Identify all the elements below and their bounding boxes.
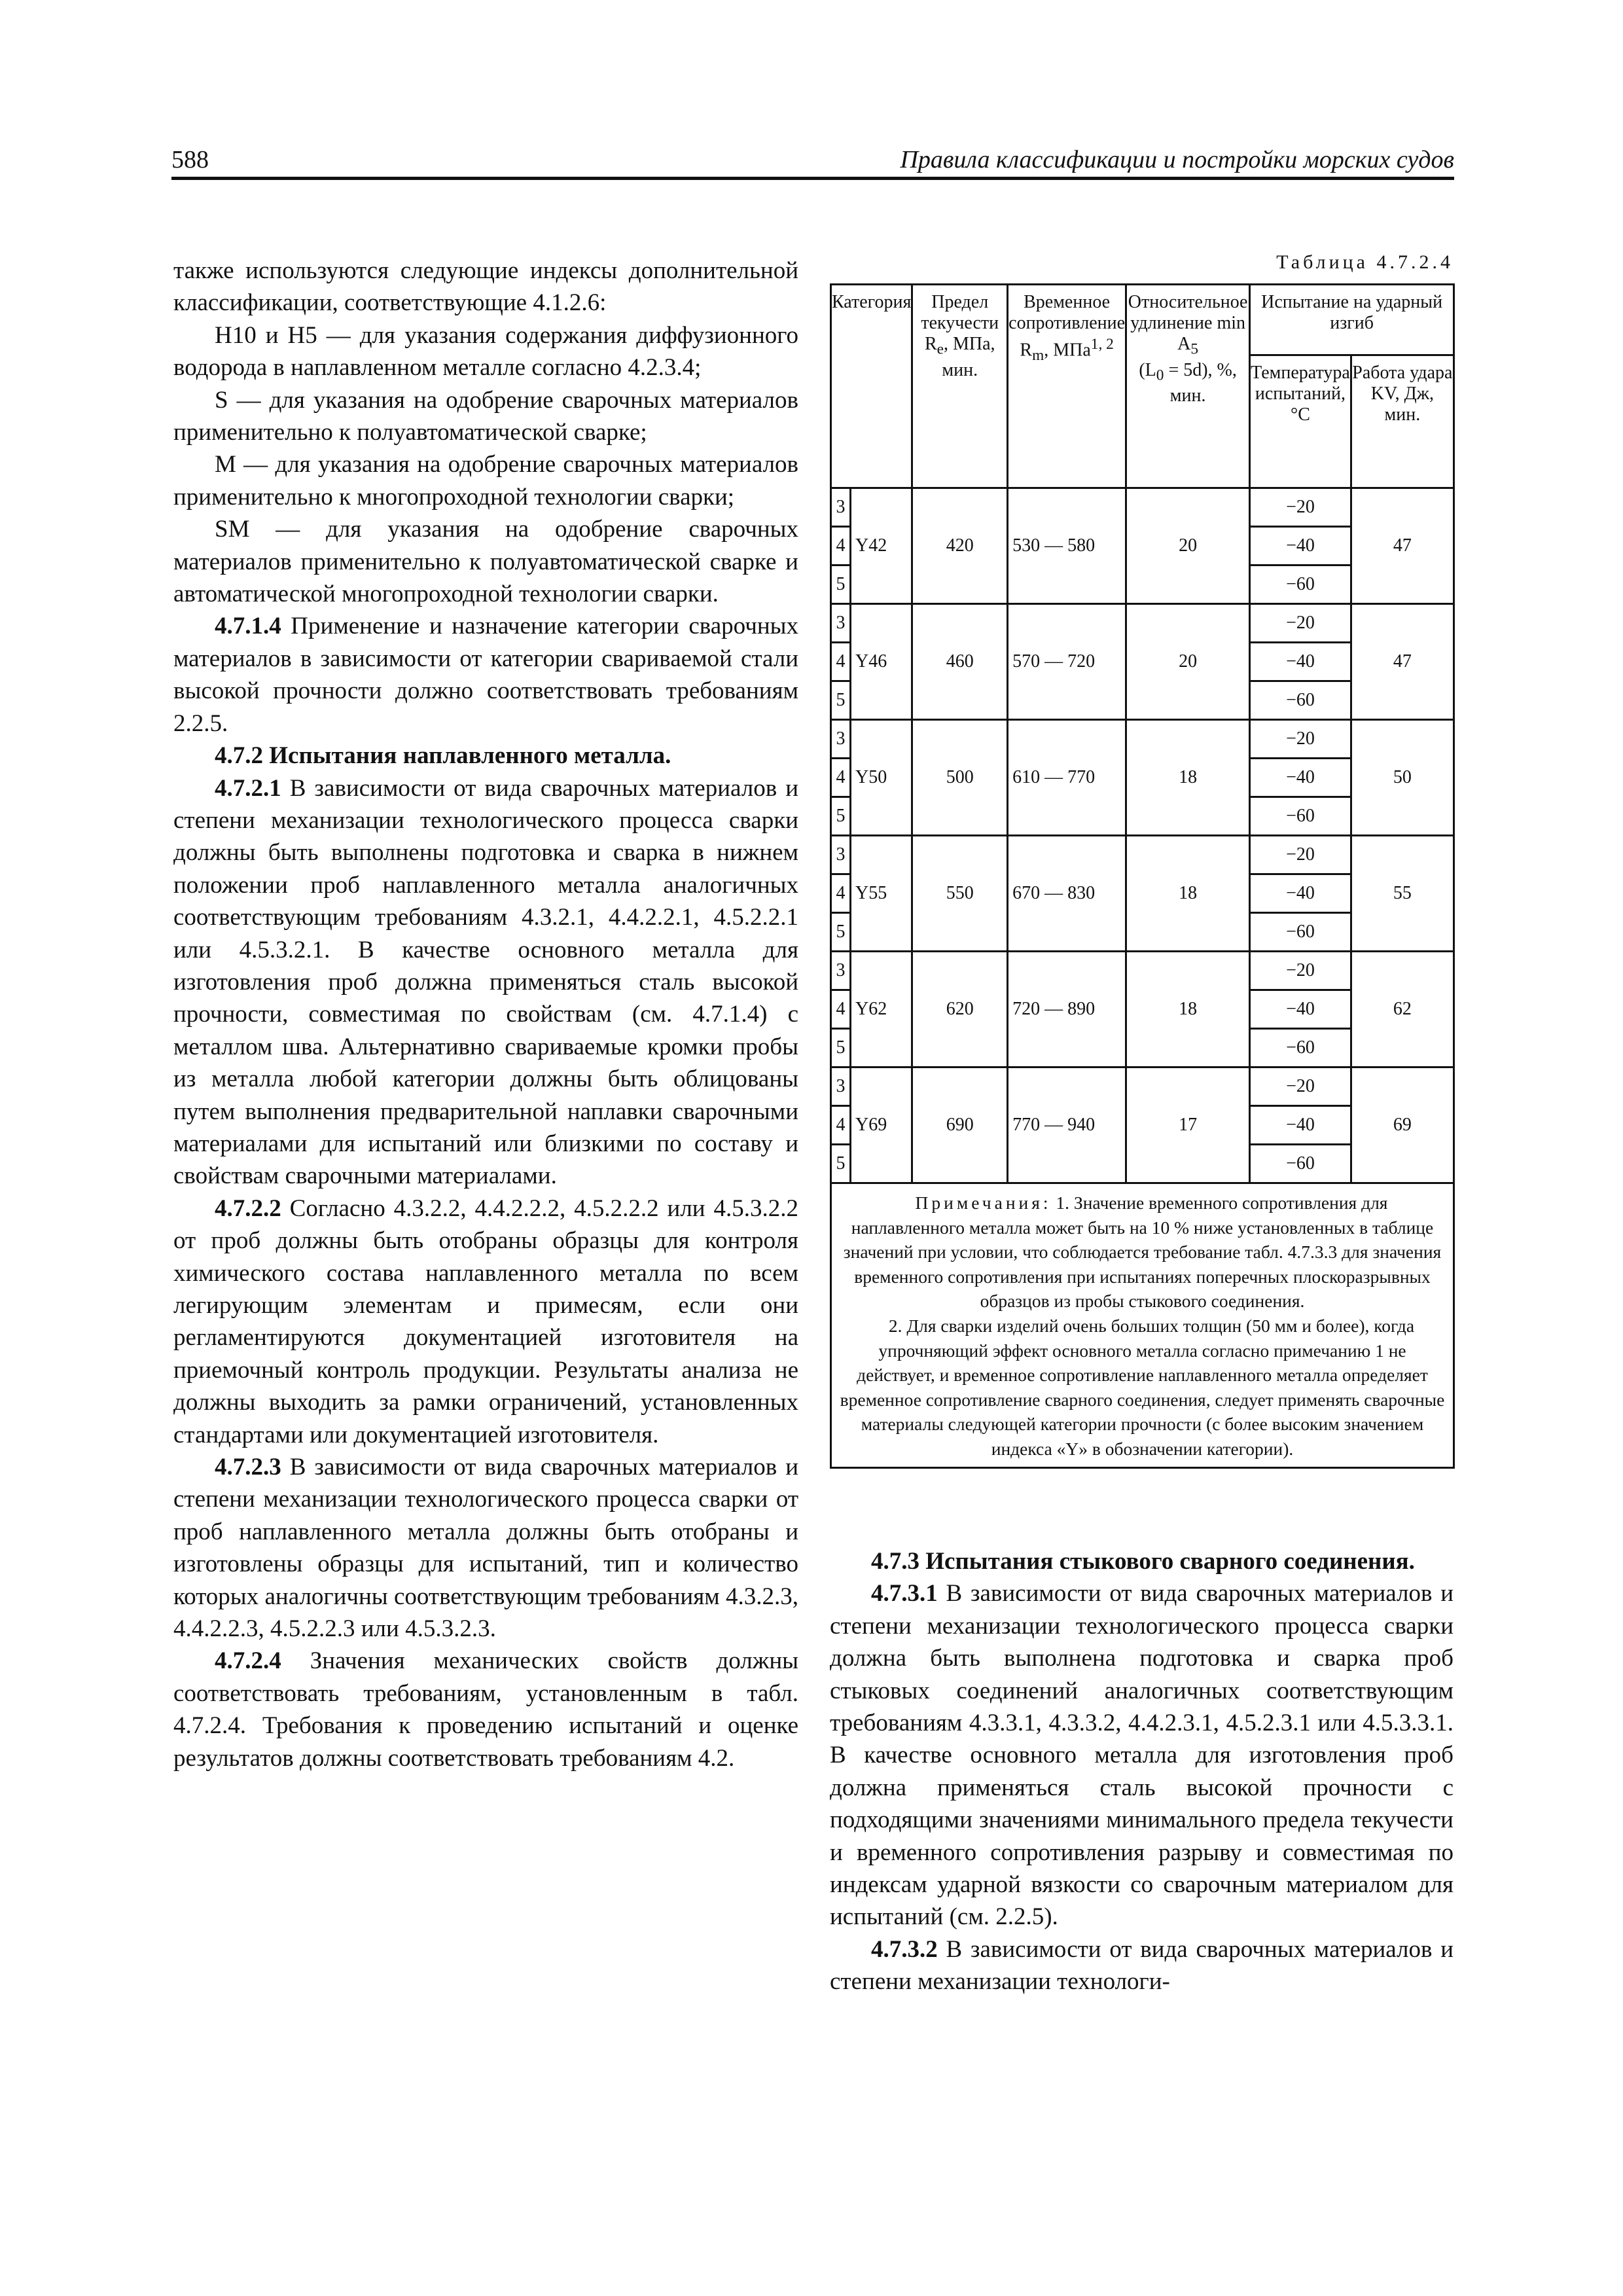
paragraph: также используются следующие индексы дополнительной классификации, соответствующие 4.1.2.6: <box>173 257 798 317</box>
yield-cell: 550 <box>912 836 1008 952</box>
clause-number: 4.7.3.2 <box>871 1935 938 1963</box>
subcategory-cell: 4 <box>831 874 851 913</box>
clause-number: 4.7.2.4 <box>215 1647 281 1675</box>
subcategory-cell: 5 <box>831 797 851 836</box>
impact-work-cell: 47 <box>1351 604 1454 720</box>
yield-cell: 460 <box>912 604 1008 720</box>
temperature-cell: −40 <box>1250 759 1351 797</box>
table-row <box>831 952 1454 990</box>
clause-text: В зависимости от вида сварочных материалов и степени механизации технологического процесса сварки от проб наплавленного металла должны быть отобраны и изготовлены образцы для испытаний, тип и количество которых аналогичны соответствующим требованиям 4.3.2.3, 4.4.2.2.3, 4.5.2.2.3 или 4.5.3.2.3. <box>173 1454 798 1643</box>
paragraph <box>830 1933 1454 1998</box>
clause-number: 4.7.3.1 <box>871 1580 938 1607</box>
temperature-cell: −20 <box>1250 836 1351 874</box>
table-caption: Таблица 4.7.2.4 <box>1276 251 1454 273</box>
page-number: 588 <box>171 146 209 173</box>
tensile-cell: 530 — 580 <box>1008 488 1126 604</box>
temperature-cell: −40 <box>1250 874 1351 913</box>
table-notes <box>831 1183 1454 1468</box>
elongation-cell: 18 <box>1126 720 1250 836</box>
subcategory-cell: 3 <box>831 1067 851 1106</box>
paragraph: S — для указания на одобрение сварочных материалов применительно к полуавтоматической сварке; <box>173 386 798 446</box>
clause-text: В зависимости от вида сварочных материалов и степени механизации технологического процесса сварки должны быть выполнены подготовка и сварка в нижнем положении проб наплавленного металла аналогичных соответствующим требованиям 4.3.2.1, 4.4.2.2.1, 4.5.2.2.1 или 4.5.3.2.1. В качестве основного металла для изготовления проб должна применяться сталь высокой прочности, совместимая по свойствам (см. 4.7.1.4) с металлом шва. Альтернативно свариваемые кромки пробы из металла любой категории должны быть облицованы путем выполнения предварительной наплавки сварочными материалами для испытаний или близкими по составу и свойствам сварочными материалами. <box>173 774 798 1190</box>
impact-work-cell: 69 <box>1351 1067 1454 1183</box>
temperature-cell: −40 <box>1250 527 1351 565</box>
temperature-cell: −60 <box>1250 681 1351 720</box>
clause-number: 4.7.1.4 <box>215 613 281 640</box>
subcategory-cell: 5 <box>831 1029 851 1067</box>
category-cell: Y55 <box>851 836 912 952</box>
category-cell: Y62 <box>851 952 912 1067</box>
yield-cell: 690 <box>912 1067 1008 1183</box>
tensile-cell: 770 — 940 <box>1008 1067 1126 1183</box>
table-row <box>831 604 1454 643</box>
tensile-cell: 610 — 770 <box>1008 720 1126 836</box>
section-heading: 4.7.2 Испытания наплавленного металла. <box>215 742 671 770</box>
paragraph <box>173 1451 798 1645</box>
impact-work-cell: 55 <box>1351 836 1454 952</box>
elongation-cell: 17 <box>1126 1067 1250 1183</box>
elongation-cell: 18 <box>1126 952 1250 1067</box>
category-cell: Y50 <box>851 720 912 836</box>
paragraph <box>173 1193 798 1451</box>
subcategory-cell: 4 <box>831 1106 851 1145</box>
running-title: Правила классификации и постройки морских судов <box>900 146 1454 173</box>
impact-work-cell: 62 <box>1351 952 1454 1067</box>
temperature-cell: −20 <box>1250 604 1351 643</box>
subcategory-cell: 4 <box>831 643 851 681</box>
left-column <box>173 255 798 1774</box>
tensile-cell: 570 — 720 <box>1008 604 1126 720</box>
temperature-cell: −60 <box>1250 1145 1351 1183</box>
category-cell: Y69 <box>851 1067 912 1183</box>
paragraph <box>173 1645 798 1774</box>
clause-number: 4.7.2.1 <box>215 774 281 802</box>
clause-text: Согласно 4.3.2.2, 4.4.2.2.2, 4.5.2.2.2 или 4.5.3.2.2 от проб должны быть отобраны образцы для контроля химического состава наплавленного металла по всем легирующим элементам и примесям, если они регламентируются документацией изготовителя на приемочный контроль продукции. Результаты анализа не должны выходить за рамки ограничений, установленных стандартами или документацией изготовителя. <box>173 1194 798 1448</box>
temperature-cell: −40 <box>1250 990 1351 1029</box>
temperature-cell: −60 <box>1250 1029 1351 1067</box>
temperature-cell: −60 <box>1250 913 1351 952</box>
impact-work-cell: 47 <box>1351 488 1454 604</box>
category-cell: Y46 <box>851 604 912 720</box>
temperature-cell: −60 <box>1250 797 1351 836</box>
note-2: 2. Для сварки изделий очень больших толщин (50 мм и более), когда упрочняющий эффект основного металла согласно примечанию 1 не действует, и временное сопротивление наплавленного металла определяет временное сопротивление сварного соединения, следует применять сварочные материалы следующей категории прочности (с более высоким значением индекса «Y» в обозначении категории). <box>840 1315 1445 1459</box>
clause-text: Применение и назначение категории сварочных материалов в зависимости от категории свариваемой стали высокой прочности должно соответствовать требованиям 2.2.5. <box>173 613 798 737</box>
temperature-cell: −40 <box>1250 1106 1351 1145</box>
table-row <box>831 1067 1454 1106</box>
clause-text: В зависимости от вида сварочных материалов и степени механизации технологического процесса сварки должна быть выполнена подготовка и сварка проб стыковых соединений аналогичных соответствующим требованиям 4.3.3.1, 4.3.3.2, 4.4.2.3.1, 4.5.2.3.1 или 4.5.3.3.1. В качестве основного металла для изготовления проб должна применяться сталь высокой прочности с подходящими значениями минимального предела текучести и временного сопротивления разрыву и совместимая по индексам ударной вязкости со сварочным материалом для испытаний (см. 2.2.5). <box>830 1580 1454 1931</box>
header-temperature: Температура испытаний, °C <box>1250 355 1351 488</box>
header-tensile: Временное сопротивление $R_m$, МПа$^{1, 2}$ <box>1008 285 1126 488</box>
paragraph: M — для указания на одобрение сварочных материалов применительно к многопроходной технологии сварки; <box>173 451 798 511</box>
page-header <box>171 145 1454 177</box>
subcategory-cell: 4 <box>831 759 851 797</box>
yield-cell: 620 <box>912 952 1008 1067</box>
header-elongation: Относительное удлинение $\min A_5$ $(L_0 = 5d)$, %, мин. <box>1126 285 1250 488</box>
subcategory-cell: 3 <box>831 952 851 990</box>
paragraph <box>830 1577 1454 1933</box>
clause-text: В зависимости от вида сварочных материалов и степени механизации технологи- <box>830 1935 1454 1996</box>
header-work: Работа удара KV, Дж, мин. <box>1351 355 1454 488</box>
impact-work-cell: 50 <box>1351 720 1454 836</box>
clause-number: 4.7.2.2 <box>215 1194 281 1222</box>
clause-text: Значения механических свойств должны соответствовать требованиям, установленным в табл. 4.7.2.4. Требования к проведению испытаний и оценке результатов должны соответствовать требованиям 4.2. <box>173 1647 798 1772</box>
subcategory-cell: 5 <box>831 565 851 604</box>
elongation-cell: 18 <box>1126 836 1250 952</box>
subcategory-cell: 4 <box>831 527 851 565</box>
paragraph <box>173 772 798 1193</box>
elongation-cell: 20 <box>1126 488 1250 604</box>
section-heading: 4.7.3 Испытания стыкового сварного соединения. <box>871 1548 1415 1575</box>
subcategory-cell: 3 <box>831 604 851 643</box>
subcategory-cell: 5 <box>831 1145 851 1183</box>
subcategory-cell: 3 <box>831 836 851 874</box>
temperature-cell: −40 <box>1250 643 1351 681</box>
temperature-cell: −20 <box>1250 488 1351 527</box>
subcategory-cell: 4 <box>831 990 851 1029</box>
table-row <box>831 836 1454 874</box>
table-row <box>831 488 1454 527</box>
subcategory-cell: 3 <box>831 720 851 759</box>
header-rule <box>171 177 1454 180</box>
tensile-cell: 670 — 830 <box>1008 836 1126 952</box>
yield-cell: 420 <box>912 488 1008 604</box>
temperature-cell: −20 <box>1250 720 1351 759</box>
elongation-cell: 20 <box>1126 604 1250 720</box>
right-column <box>830 1545 1454 1998</box>
subcategory-cell: 3 <box>831 488 851 527</box>
yield-cell: 500 <box>912 720 1008 836</box>
clause-number: 4.7.2.3 <box>215 1454 281 1481</box>
table-row <box>831 720 1454 759</box>
subcategory-cell: 5 <box>831 681 851 720</box>
note-1: 1. Значение временного сопротивления для наплавленного металла может быть на 10 % ниже установленных в таблице значений при условии, что соблюдается требование табл. 4.7.3.3 для значения временного сопротивления при испытаниях поперечных плоскоразрывных образцов из пробы стыкового соединения. <box>843 1193 1442 1312</box>
mechanical-properties-table <box>830 283 1455 1469</box>
header-impact: Испытание на ударный изгиб <box>1250 285 1454 355</box>
temperature-cell: −20 <box>1250 952 1351 990</box>
header-yield: Предел текучести $R_e$, МПа, мин. <box>912 285 1008 488</box>
subcategory-cell: 5 <box>831 913 851 952</box>
temperature-cell: −60 <box>1250 565 1351 604</box>
paragraph <box>173 610 798 740</box>
temperature-cell: −20 <box>1250 1067 1351 1106</box>
paragraph: SM — для указания на одобрение сварочных материалов применительно к полуавтоматической сварке и автоматической многопроходной технологии сварки. <box>173 516 798 608</box>
header-category: Категория <box>831 285 912 488</box>
paragraph: H10 и H5 — для указания содержания диффузионного водорода в наплавленном металле согласно 4.2.3.4; <box>173 321 798 382</box>
notes-label: Примечания: <box>915 1193 1052 1213</box>
category-cell: Y42 <box>851 488 912 604</box>
tensile-cell: 720 — 890 <box>1008 952 1126 1067</box>
